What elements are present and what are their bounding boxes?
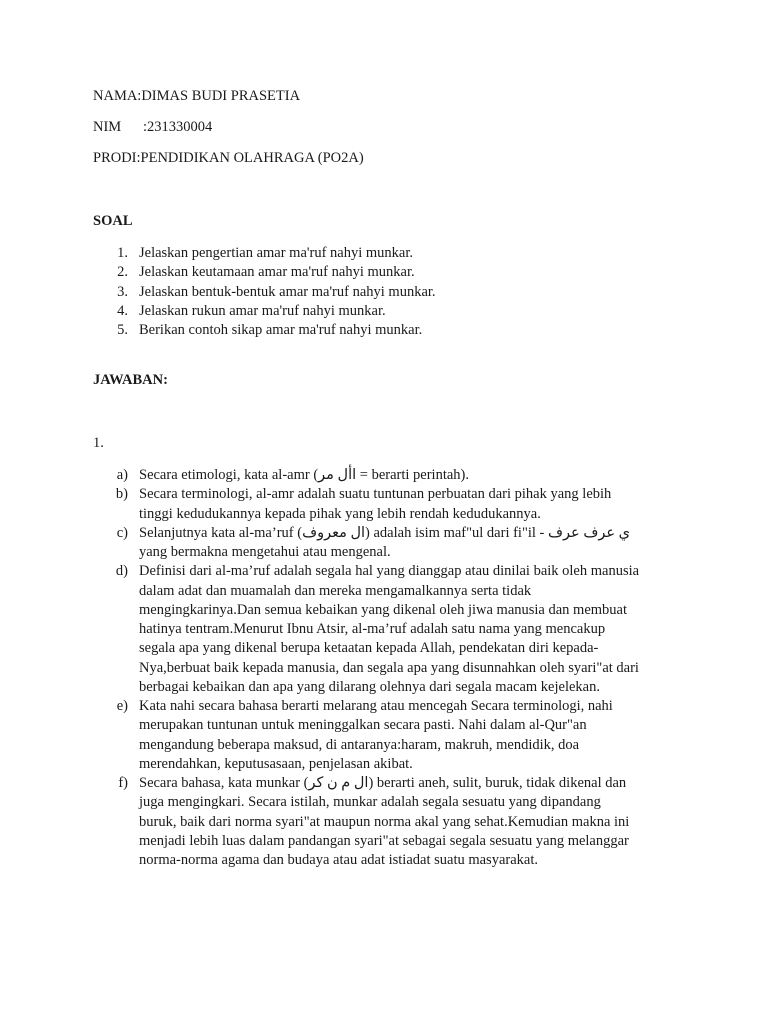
question-item (0, 263, 768, 281)
student-program: PRODI:PENDIDIKAN OLAHRAGA (PO2A) (93, 150, 364, 166)
answer-line: berbagai kebaikan dan apa yang dilarang olehnya dari segala macam kejelekan. (139, 678, 600, 695)
question-text: Berikan contoh sikap amar ma'ruf nahyi munkar. (139, 322, 423, 338)
question-number: 3. (117, 283, 128, 300)
question-item (0, 321, 768, 339)
answer-line: tinggi kedudukannya kepada pihak yang lebih rendah kedudukannya. (139, 505, 541, 522)
answer-marker: c) (116, 524, 128, 541)
answer-marker: b) (115, 486, 128, 503)
answer-line: menjadi lebih luas dalam pandangan syari"at sebagai segala sesuatu yang melanggar (139, 832, 629, 849)
student-nim: NIM :231330004 (93, 119, 213, 135)
question-text: Jelaskan bentuk-bentuk amar ma'ruf nahyi munkar. (139, 283, 436, 300)
question-item (0, 244, 768, 262)
question-text: Jelaskan rukun amar ma'ruf nahyi munkar. (139, 302, 386, 319)
student-name: NAMA:DIMAS BUDI PRASETIA (93, 88, 301, 104)
question-item (0, 283, 768, 301)
answer-marker: d) (115, 563, 128, 580)
answer-line: Secara etimologi, kata al-amr (األ مر = berarti perintah). (139, 467, 470, 483)
question-number: 2. (117, 264, 128, 281)
answer-line: Kata nahi secara bahasa berarti melarang atau mencegah Secara terminologi, nahi (139, 698, 613, 714)
answer-item (0, 524, 768, 560)
answer-line: segala apa yang dikenal berupa ketaatan kepada Allah, pendekatan diri kepada- (139, 640, 599, 657)
answer-line: mengingkarinya.Dan semua kebaikan yang dikenal oleh jiwa manusia dan membuat (139, 601, 628, 618)
answer-item (0, 485, 768, 522)
answer-marker: f) (118, 775, 128, 791)
answer-line: Nya,berbuat baik kepada manusia, dan segala apa yang disunnahkan oleh syari"at dari (139, 659, 639, 676)
answer-line: buruk, baik dari norma syari"at maupun norma akal yang sehat.Kemudian makna ini (139, 813, 630, 830)
answer-line: Definisi dari al-ma’ruf adalah segala hal yang dianggap atau dinilai baik oleh manusia (139, 563, 640, 580)
answers-heading: JAWABAN: (93, 372, 168, 388)
answer-number: 1. (93, 435, 104, 451)
answer-item (0, 562, 768, 695)
answer-line: Secara bahasa, kata munkar (ال م ن كر) berarti aneh, sulit, buruk, tidak dikenal dan (139, 775, 627, 791)
answer-marker: a) (116, 467, 128, 483)
answer-line: dalam adat dan muamalah dan mereka mengamalkannya serta tidak (139, 582, 532, 599)
question-text: Jelaskan keutamaan amar ma'ruf nahyi munkar. (139, 264, 415, 281)
question-number: 1. (117, 245, 128, 261)
answer-line: juga mengingkari. Secara istilah, munkar adalah segala sesuatu yang dipandang (139, 794, 601, 811)
answer-item (0, 774, 768, 868)
answer-line: Selanjutnya kata al-ma’ruf (ال معروف) adalah isim maf"ul dari fi"il - ي عرف عرف (139, 524, 630, 541)
answer-line: merupakan tuntunan untuk meninggalkan secara pasti. Nahi dalam al-Qur"an (139, 717, 587, 734)
answer-line: norma-norma agama dan budaya atau adat istiadat suatu masyarakat. (139, 852, 538, 868)
answer-line: merendahkan, keputusasaan, penjelasan akibat. (139, 755, 413, 772)
question-text: Jelaskan pengertian amar ma'ruf nahyi munkar. (139, 245, 413, 261)
answer-line: yang bermakna mengetahui atau mengenal. (139, 544, 391, 560)
answer-line: hatinya tentram.Menurut Ibnu Atsir, al-ma’ruf adalah satu nama yang mencakup (139, 621, 606, 637)
question-number: 5. (117, 322, 128, 338)
question-number: 4. (117, 302, 128, 319)
answer-line: Secara terminologi, al-amr adalah suatu tuntunan perbuatan dari pihak yang lebih (139, 486, 612, 503)
answer-marker: e) (116, 698, 128, 714)
answer-line: mengandung beberapa maksud, di antaranya:haram, makruh, mendidik, doa (139, 736, 580, 753)
question-item (0, 302, 768, 320)
answer-item (0, 697, 768, 772)
questions-heading: SOAL (93, 213, 133, 229)
answer-item (0, 466, 768, 484)
